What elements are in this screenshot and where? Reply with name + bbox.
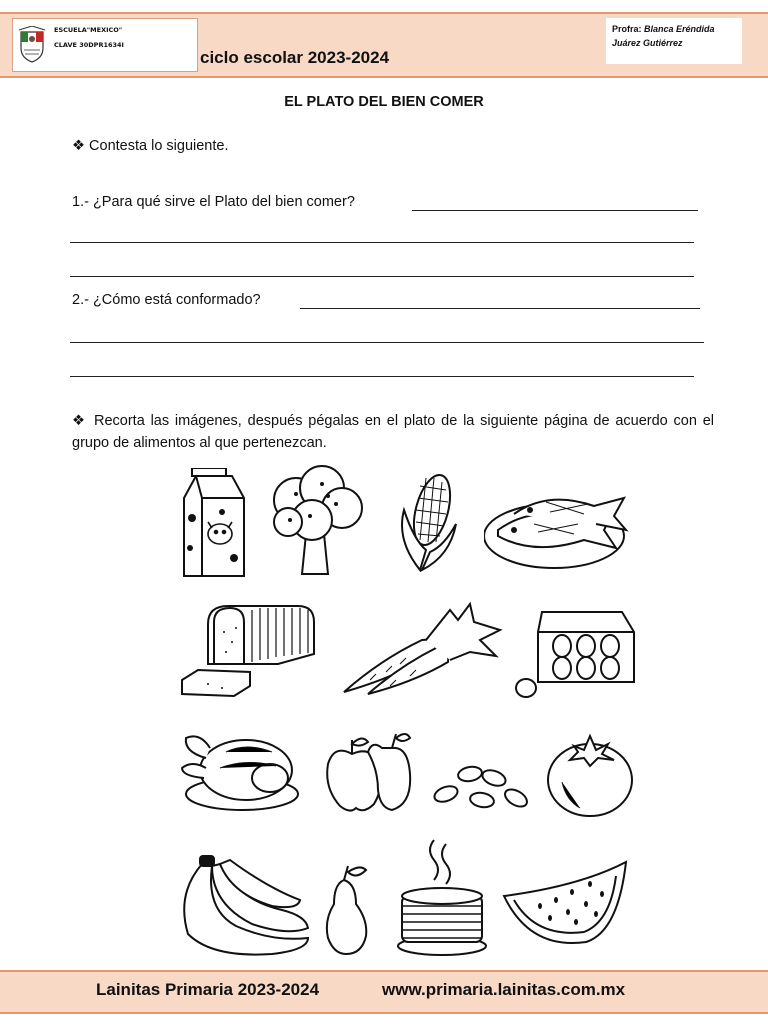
answer-line[interactable] <box>70 242 694 243</box>
eggs-icon[interactable] <box>514 608 638 700</box>
answer-line[interactable] <box>70 342 704 343</box>
school-cycle: ciclo escolar 2023-2024 <box>200 48 390 67</box>
question-1: 1.- ¿Para qué sirve el Plato del bien comer? <box>72 194 355 210</box>
instruction-2 <box>72 410 714 454</box>
teacher-name-2: Juárez Gutiérrez <box>612 38 683 48</box>
bullet-icon: ❖ <box>72 138 85 154</box>
footer-site-name: Lainitas Primaria 2023-2024 <box>96 980 320 999</box>
answer-line[interactable] <box>70 376 694 377</box>
question-2: 2.- ¿Cómo está conformado? <box>72 292 261 308</box>
answer-line[interactable] <box>70 276 694 277</box>
tomato-icon[interactable] <box>544 730 636 818</box>
bread-icon[interactable] <box>178 602 318 698</box>
teacher-label: Profra: <box>612 24 642 34</box>
pear-icon[interactable] <box>320 864 370 956</box>
fish-icon[interactable] <box>484 484 636 572</box>
teacher-box <box>606 18 742 64</box>
instruction-1-text: Contesta lo siguiente. <box>89 138 229 154</box>
watermelon-icon[interactable] <box>500 860 630 952</box>
broccoli-icon[interactable] <box>266 464 366 580</box>
answer-line[interactable] <box>412 210 698 211</box>
instruction-1 <box>72 138 228 154</box>
bullet-icon: ❖ <box>72 413 85 429</box>
beans-icon[interactable] <box>432 764 532 812</box>
bananas-icon[interactable] <box>172 854 312 958</box>
carrots-icon[interactable] <box>340 600 506 696</box>
apples-icon[interactable] <box>322 730 414 816</box>
corn-icon[interactable] <box>390 470 464 576</box>
answer-line[interactable] <box>300 308 700 309</box>
instruction-2-text: Recorta las imágenes, después pégalas en el plato de la siguiente página de acuerdo con el grupo de alimentos al que pertenezcan. <box>72 413 714 451</box>
milk-carton-icon[interactable] <box>176 468 252 580</box>
school-clave: CLAVE 30DPR1634I <box>54 41 124 49</box>
chicken-icon[interactable] <box>176 728 300 812</box>
teacher-name-1: Blanca Eréndida <box>644 24 715 34</box>
page-title: EL PLATO DEL BIEN COMER <box>284 94 484 110</box>
footer-url[interactable]: www.primaria.lainitas.com.mx <box>382 980 626 999</box>
pancakes-icon[interactable] <box>394 836 490 956</box>
school-logo-icon <box>17 26 47 64</box>
school-name: ESCUELA"MEXICO" <box>54 26 123 34</box>
